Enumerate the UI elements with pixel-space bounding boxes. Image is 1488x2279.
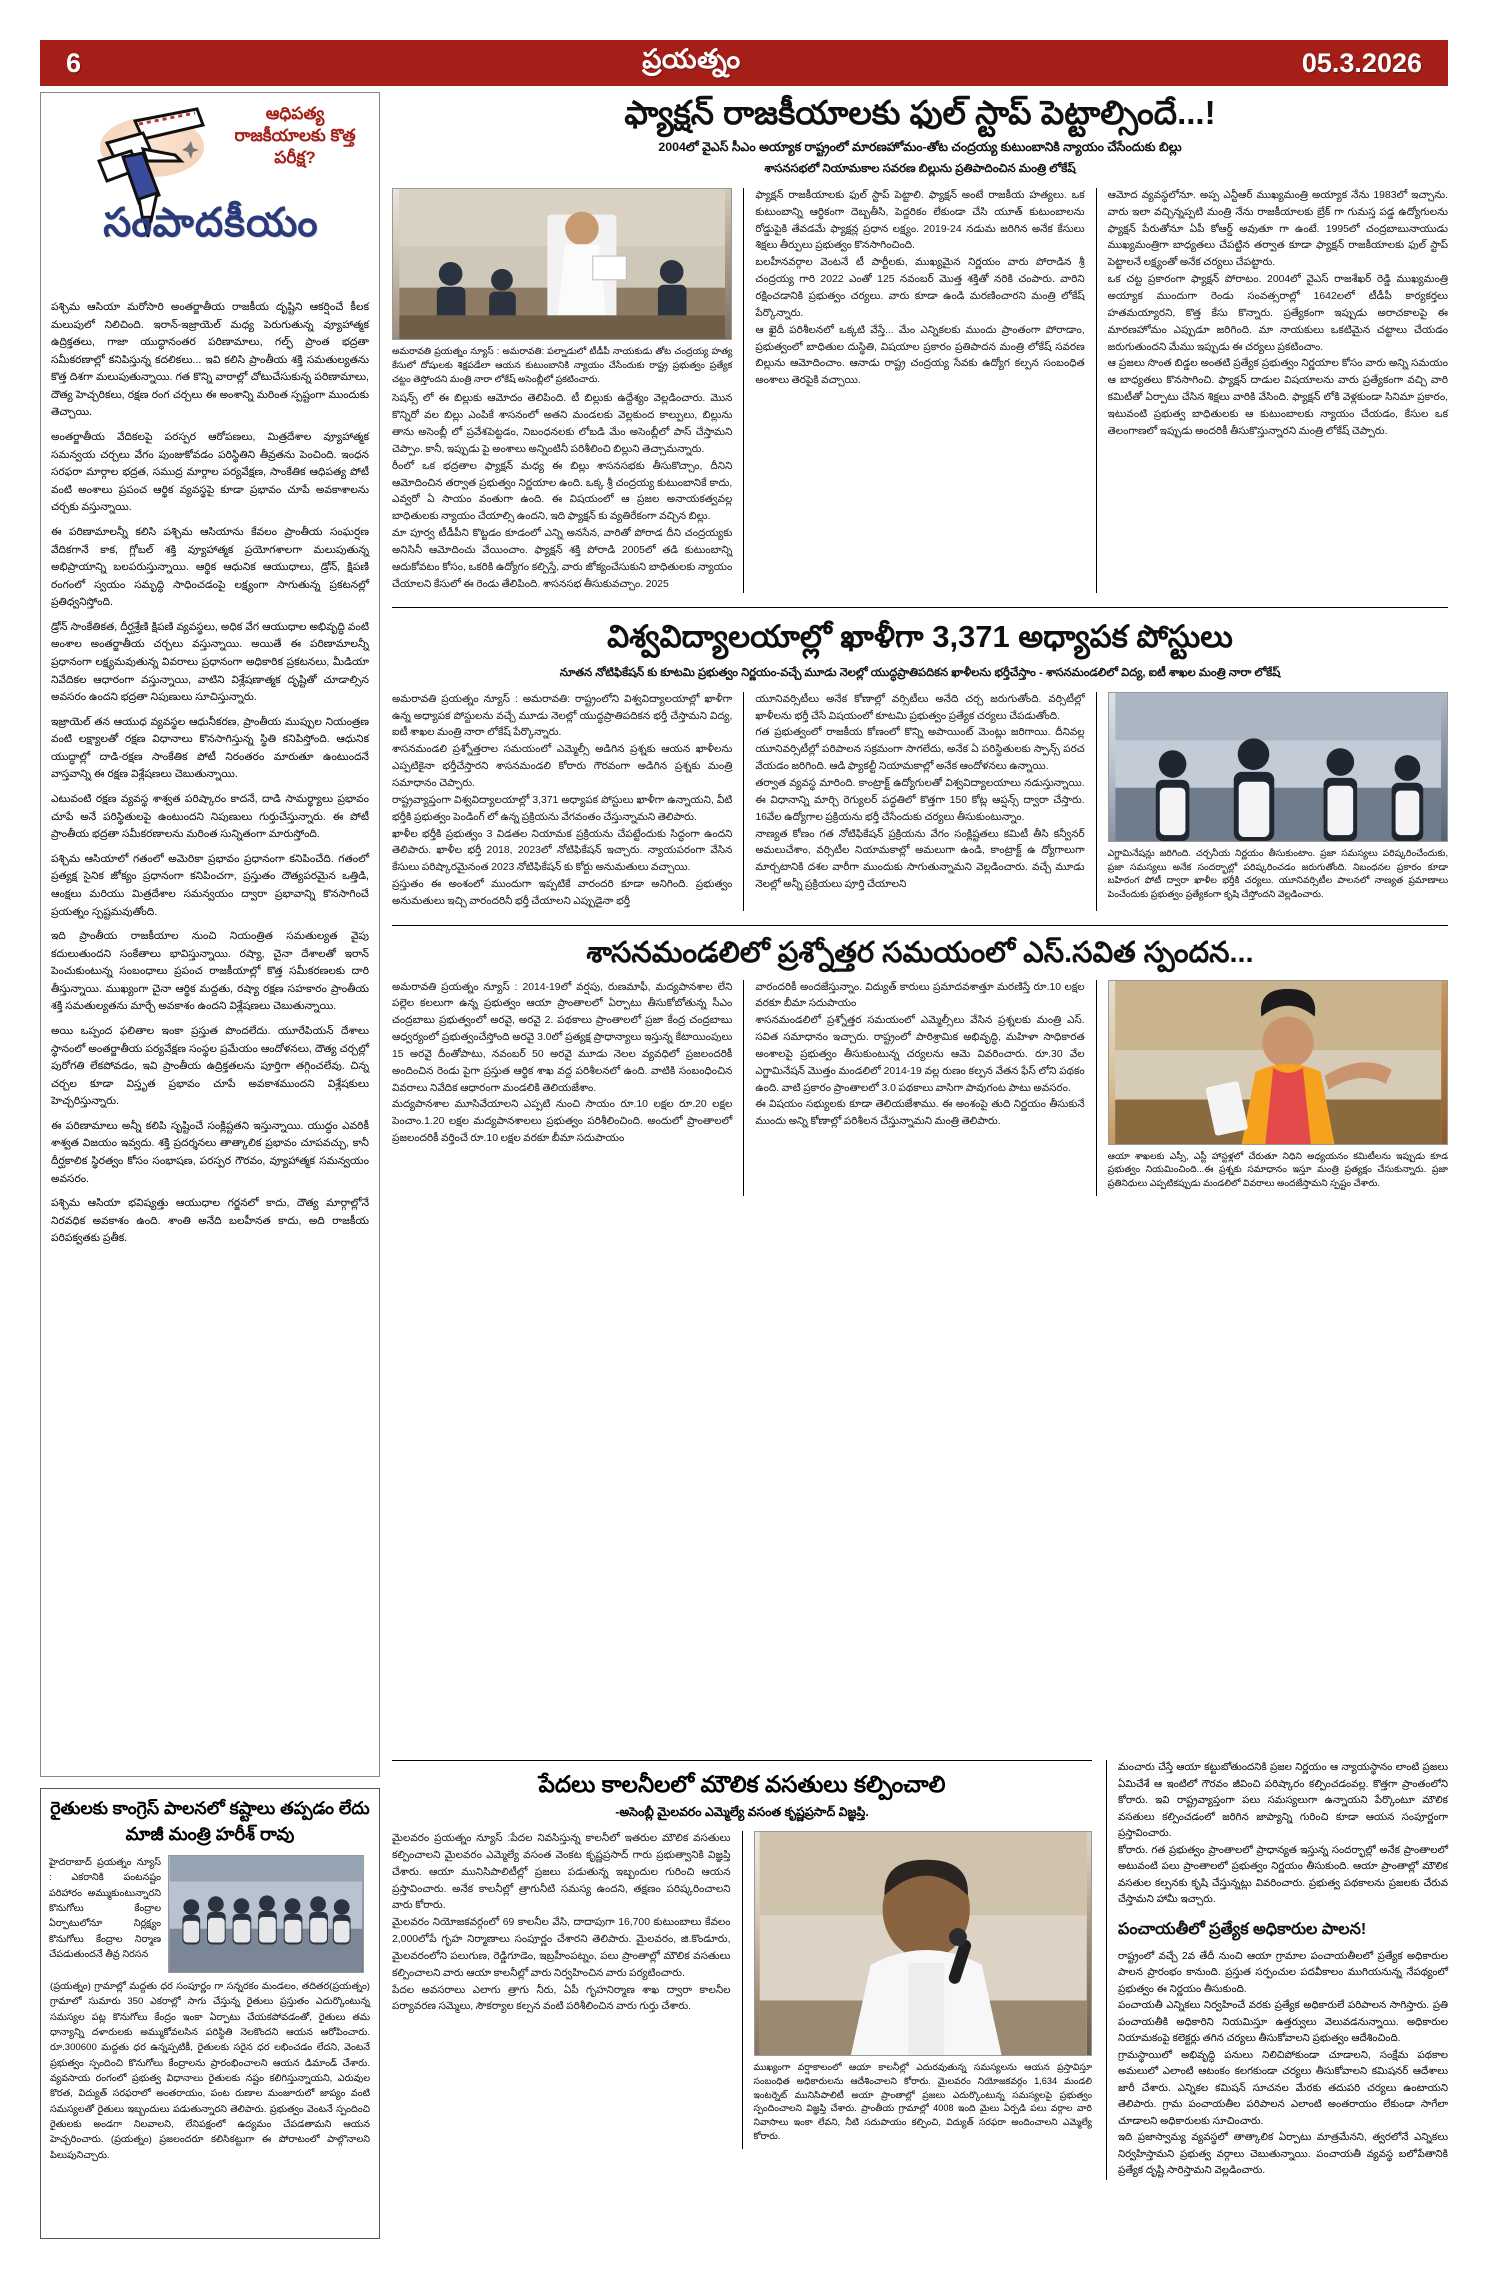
paper-title: ప్రయత్నం [642,44,741,74]
story3-col1-p2: మద్యపానశాల మూసివేయాలని ఎప్పటి నుంచి సాయం రూ.10 లక్షల రూ.20 లక్షల పెంచాం.1.20 లక్షల మద్యపానశాలలు ప్రభుత్వం పరిశీలించింది. అందులో ప్రాంతాలలో ప్రజలందరికీ వర్తించే రూ.10 లక్షల వరకూ బీమా సదుపాయం [392,1099,733,1145]
bottom-right-column [1106,1760,1448,2180]
story2-subheadline: నూతన నోటిఫికేషన్ కు కూటమి ప్రభుత్వం నిర్ణయం-వచ్చే మూడు నెలల్లో యుద్ధప్రాతిపదికన ఖాళీలను భర్తీచేస్తాం - శాసనమండలిలో విద్య, ఐటీ శాఖల మంత్రి నారా లోకేష్ [559,666,1281,679]
story1-col3-p1: ఆమోద వ్యవస్థలోనూ. అప్ప ఎన్టీఆర్ ముఖ్యమంత్రి అయ్యాక నేను 1983లో ఇచ్చాను. వారు ఇలా వచ్చిన్నప్పటి మంత్రి నేను రాజకీయాలకు బ్రేక్ గా గుమస్త పడ్డ ఉద్యోగులను ఫ్యాక్షన్ పేరుతోనూ ఏపీ కోఆర్డ్ అవుతూ గా ఉంటే. 1995లో చంద్రబాబునాయుడు ముఖ్యమంత్రిగా బాధ్యతలు చేపట్టిన తర్వాత కూడా ఫ్యాక్షన్ రాజకీయాలకు ఫుల్ స్టాప్ పెట్టాలనే లక్ష్యంతో అనేక చర్యలు చేపట్టారు. [1107,189,1448,269]
story2-col2-p2: గత ప్రభుత్వంలో రాజకీయ కోణంలో కొన్ని అపాయింట్ మెంట్లు జరిగాయి. దీనివల్ల యూనివర్సిటీల్లో పరిపాలన సక్రమంగా సాగలేదు, అనేక ఏ పరిస్థితులకు స్పాన్స్ పరచ వేయడం జరిగింది. ఆడి ఫ్యాకల్టీ నియామకాల్లో అనేక ఆందోళనలు ఉన్నాయి. [755,727,1085,773]
farmers-headline: రైతులకు కాంగ్రెస్ పాలనలో కష్టాలు తప్పడం లేదు [50,1798,370,1818]
story3-col2-p2: శాసనమండలిలో ప్రశ్నోత్తర సమయంలో ఎమ్మెల్సీలు వేసిన ప్రశ్నలకు మంత్రి ఎస్. సవిత సమాధానం ఇచ్చారు. రాష్ట్రంలో పారిశ్రామిక అభివృద్ధి, మహిళా సాధికారత అంశాలపై ప్రభుత్వం తీసుకుంటున్న చర్యలను ఆమె వివరించారు. రూ.30 వేల ఎగ్జామినేషన్ మెుత్తం మండలిలో 2014-19 వల్ల రుణం కల్పన వేతన ఫేస్ లోని పథకం ఉంది. వాటి ప్రకారం ప్రాంతాలలో 3.0 పథకాలు వాసిగా పావుగంట పాటు అవసరం. [755,1015,1085,1094]
story1-col3-p2: ఒక చట్ట ప్రకారంగా ఫ్యాక్షన్ పోరాటం. 2004లో వైఎస్ రాజశేఖర్ రెడ్డి ముఖ్యమంత్రి అయ్యాక ముందుగా రెండు సంవత్సరాల్లో 1642లలో టీడీపీ కార్యకర్తలు హతమయ్యారని, కొత్త కేసు కొన్నారు. ప్రత్యేకంగా ఇప్పుడు అరాచకాలపై ఈ మారణహోమం ఎప్పుడూ జరిగింది. మా నాయకులు ఒకటిమైన చట్టాలు చేయడం జరుగుతుందని మేము ఇప్పుడు ఈ చర్యలు ప్రకటించాం. [1107,274,1448,353]
editorial-paragraph: పశ్చిమ ఆసియాలో గతంలో అమెరికా ప్రభావం ప్రధానంగా కనిపించేది. గతంలో ప్రత్యక్ష సైనిక జోక్యం ప్రధానంగా కనిపించగా, ప్రస్తుతం దౌత్యపరమైన ఒత్తిడి, ఆంక్షలు మరియు మిత్రదేశాల సమన్వయం ద్వారా ప్రభావాన్ని కొనసాగించే ప్రయత్నం స్పష్టమవుతోంది. [51,852,369,918]
editorial-masthead [41,93,379,291]
bottom-right-p3: గ్రామస్థాయిలో అభివృద్ధి పనులు నిలిచిపోకుండా చూడాలని, సంక్షేమ పథకాల అమలులో ఎలాంటి ఆటంకం కలగకుండా చర్యలు తీసుకోవాలని కమిషనర్ ఆదేశాలు జారీ చేశారు. ఎన్నికల కమిషన్ సూచనల మేరకు తదుపరి చర్యలు ఉంటాయని తెలిపారు. గ్రామ పంచాయతీల పరిపాలన ఎలాంటి అంతరాయం లేకుండా సాగేలా చూడాలని అధికారులకు సూచించారు. [1118,2049,1448,2127]
story1-col1-p1: సెషన్స్ లో ఈ బిల్లుకు ఆమోదం తెలిపింది. టీ బిల్లుకు ఉద్దేశ్యం వెల్లడించారు. మొన కొన్నిరో వల బిల్లు ఎంపికే శాసనంలో అతని మండలకు వెల్లకుంద కాల్పులు, బిల్లును తాను అసెంబ్లీ లో ప్రవేశపెట్టడం, నిబంధనలకు లోబడి మేం అసెంబ్లీలో పాస్ చేస్తామని చెప్పాం. కానీ, ఇప్పుడు పై అంశాలు అన్నింటినీ పరిశీలించి బిల్లుని తెచ్చామన్నారు. [392,393,733,455]
bottom-right-p4: ఇది ప్రజాస్వామ్య వ్యవస్థలో తాత్కాలిక ఏర్పాటు మాత్రమేనని, త్వరలోనే ఎన్నికలు నిర్వహిస్తామని ప్రభుత్వ వర్గాలు చెబుతున్నాయి. పంచాయతీ వ్యవస్థ బలోపేతానికి ప్రత్యేక దృష్టి సారిస్తామని వెల్లడించారు. [1118,2132,1448,2177]
story-university-vacancies [392,607,1448,910]
story-assembly-savitha [392,925,1448,1196]
editorial-paragraph: ఇది ప్రాంతీయ రాజకీయాల నుంచి నియంత్రిత సమతుల్యత వైపు కదులుతుందని సంకేతాలు భావిస్తున్నాయి. రష్యా, చైనా దేశాలతో ఇరాన్ పెంచుకుంటున్న సంబంధాలు ప్రపంచ రాజకీయాల్లో కొత్త సమీకరణలకు దారి తీస్తున్నాయి. ముఖ్యంగా చైనా ఆర్థిక మద్దతు, రష్యా రక్షణ సహకారం ప్రాంతీయ శక్తి సమతుల్యతను మార్చే అవకాశం ఉందని విశ్లేషణలు చెబుతున్నాయి. [51,930,369,1013]
editorial-wordmark: సంపాదకీయం [103,201,319,245]
story1-col1-p2: రీంలో ఒక భద్రతాల ఫ్యాక్షన్ మధ్య ఈ బిల్లు శాసనసభకు తీసుకొచ్చాం, దీనిని ఆమోదించిన తర్వాత ప్రభుత్వం నిర్ణయాల ఉంది. ఒక్క శ్రీ చంద్రయ్య కుటుంబానికే కాదు, ఎవ్వరో ఏ సాయం వంతుగా ఉంది. ఈ విషయంలో ఆ ప్రజల అనాయకత్వవల్ల బాధితులకు న్యాయం చేయాల్సి ఉందని, ఇది ఫ్యాక్షన్ కు వ్యతిరేకంగా వచ్చిన బిల్లు. [392,460,733,523]
story4-subheadline: -అసెంబ్లీ మైలవరం ఎమ్మెల్యే వసంత కృష్ణప్రసాద్ విజ్ఞప్తి. [615,1805,869,1820]
farmers-intro: హైదరాబాద్ ప్రయత్నం న్యూస్ : ఎకరానికి పంటనష్టం పరిహారం అమ్ముకుంటున్నారని కొనుగోలు కేంద్రాల ఏర్పాటులోనూ నిర్లక్ష్యం కొనుగోలు కేంద్రాల నిర్మాణ చేపడుతుందనే తీవ్ర నిరసన [49,1856,161,1960]
bottom-right-lead-2: కోరారు. గత ప్రభుత్వం ప్రాంతాలలో ప్రాధాన్యత ఇస్తున్న సందర్భాల్లో అనేక ప్రాంతాలలో అటువంటి పలు ప్రాంతాలలో ప్రభుత్వం నిర్ణయం తీసుకుంది. ఆయా ప్రాంతాల్లో మౌలిక వసతుల కల్పనకు కృషి చేస్తున్నట్లు వివరించారు. ప్రభుత్వ పథకాలను ప్రజలకు చేరువ చేస్తామని హామీ ఇచ్చారు. [1118,1844,1448,1906]
farmers-paragraph: ప్రభుత్వం వెంటనే స్పందించి రైతులకు అండగా నిలవాలని, లేనిపక్షంలో ఉద్యమం చేపడతామని ఆయన హెచ్చరించారు. (ప్రయత్నం) ప్రజలందరూ కలిసికట్టుగా ఈ పోరాటంలో పాల్గొనాలని పిలుపునిచ్చారు. [50,2103,370,2161]
story2-col1-p1: అమరావతి ప్రయత్నం న్యూస్ : అమరావతి: రాష్ట్రంలోని విశ్వవిద్యాలయాల్లో ఖాళీగా ఉన్న అధ్యాపక పోస్టులను వచ్చే మూడు నెలల్లో యుద్ధప్రాతిపదికన భర్తీ చేస్తామని విద్య, ఐటీ శాఖల మంత్రి నారా లోకేష్ పేర్కొన్నారు. [392,693,733,739]
editorial-paragraph: డ్రోన్ సాంకేతికత, దీర్ఘశ్రేణి క్షిపణి వ్యవస్థలు, అధిక వేగ ఆయుధాల అభివృద్ధి వంటి అంశాల అంతర్జాతీయ చర్చలు వస్తున్నాయి. అయితే ఈ పరిణామాలన్నీ ప్రధానంగా లక్ష్యమవుతున్న వివరాలు ప్రధానంగా అధికారిక ప్రకటనలు, మీడియా నివేదికల ఆధారంగా వస్తున్నాయి, వాటిని విశ్లేషణాత్మక దృష్టితో చూడాల్సిన అవసరం ఉందని భద్రతా నిపుణులు సూచిస్తున్నారు. [51,620,369,704]
page-number: 6 [66,47,82,78]
story4-col1-p1: మైలవరం ప్రయత్నం న్యూస్ :పేదల నివసిస్తున్న కాలనీలో ఇతరుల మౌలిక వసతులు కల్పించాలని మైలవరం ఎమ్మెల్యే వసంత వెంకట కృష్ణప్రసాద్ గారు ప్రభుత్వానికి విజ్ఞప్తి చేశారు. ఆయా మునిసిపాలిటీల్లో ప్రజలు పడుతున్న ఇబ్బందుల గురించి ఆయన ప్రస్తావించారు. అనేక కాలనీల్లో త్రాగునీటి సమస్య ఉందని, తక్షణం పరిష్కరించాలని వారు కోరారు. [392,1833,731,1912]
story2-col2-p4: నాణ్యత కోణం గత నోటిఫికేషన్ ప్రక్రియను వేగం సంక్లిష్టతలు కమిటీ తీసి కన్వీనర్ అమలుచేశాం, వర్సిటీల నియామకాల్లో అమలుగా ఉండి, కాంట్రాక్ట్ ఉ ద్యోగాలుగా మార్చటానికి దశల వారీగా ముందుకు సాగుతున్నామని వెల్లడించారు. వచ్చే మూడు నెలల్లో అన్నీ ప్రక్రియలు పూర్తి చేయాలని [755,828,1085,891]
story1-col1-p3: మా పూర్వ టీడీపీని కొట్టడం కూడంలో ఎన్ని అనసేన, వారితో పోరాడ దీని చంద్రయ్యకు అనిసినీ ఆమోదించు వేయించాం. ఫ్యాక్షన్ శక్తి పోరాడి 2005లో తడి కుటుంబాన్ని ఆదుకోవటం కోసం, ఒకరికి ఉద్యోగం కల్పిస్తే, వారు జోక్యంచేసుకుని బాధితులకు న్యాయం చేయాలని కేసులో ఈ రెండు తేలిపింది. శాసనసభ తీసుకువచ్చాం. 2025 [392,528,733,590]
story3-photo [1108,980,1448,1145]
story3-col1-p1: అమరావతి ప్రయత్నం న్యూస్ : 2014-19లో వర్షపు, రుణమాఫీ, మద్యపానశాల లేని పల్లెల కలలుగా ఉన్న ప్రభుత్వం ఆయా ప్రాంతాలలో ఏర్పాటు తీసుకోబోతున్న సీఎం చంద్రబాబు ప్రభుత్వంలో అరవై, అరవై 2. పథకాలు ప్రాంతాలలో ప్రజా కేంద్ర చంద్రబాబు ఆధ్వర్యంలో ప్రభుత్వంచేస్తోంది అరవై 3.0లో ప్రత్యక్ష ప్రాధాన్యాలు ఇస్తున్న కేటాయింపులు 15 అరవై దీంతోపాటు, నవంబర్ 50 అరవై మూడు నెలల వ్యవధిలో ప్రజలందరికీ అందించిన రెండు పైగా ప్రస్తుత ఆర్థిక శాఖ వద్ద పరిశీలనలో ఉంది. వాటికి సంబంధించిన వివరాలు నివేదిక ఆధారంగా మండలికి తెలియజేశాం. [392,981,733,1094]
story2-col1-p4: ఖాళీల భర్తీకి ప్రభుత్వం 3 విడతల నియామక ప్రక్రియను చేపట్టేందుకు సిద్ధంగా ఉందని తెలిపారు. ఖాళీల భర్తీ 2018, 2023లో నోటిఫికేషన్ ఇచ్చారు. న్యాయపరంగా వేసిన కేసులు పరిష్కారమైనంత 2023 నోటిఫికేషన్ కు కోర్టు అనుమతులు వచ్చాయి. [392,828,733,874]
main-content-area [392,92,1448,1196]
farmers-paragraph: వ్యవసాయ రంగంలో ప్రభుత్వ విధానాలు రైతులకు నష్టం కలిగిస్తున్నాయని, ఎరువుల కొరత, విద్యుత్ సరఫరాలో అంతరాయం, పంట రుణాల మంజూరులో జాప్యం వంటి సమస్యలతో రైతులు ఇబ్బందులు పడుతున్నారని తెలిపారు. [50,2072,370,2115]
story2-col2-p1: యూనివర్సిటీలు అనేక కోణాల్లో వర్సిటీలు అనేది చర్చ జరుగుతోంది. వర్సిటీల్లో ఖాళీలను భర్తీ చేసే విషయంలో కూటమి ప్రభుత్వం ప్రత్యేక చర్యలు చేపడుతోంది. [755,693,1085,722]
farmers-subheadline: మాజీ మంత్రి హరీశ్ రావు [125,1823,295,1844]
story2-col1-p2: శాసనమండలి ప్రశ్నోత్తరాల సమయంలో ఎమ్మెల్సీ అడిగిన ప్రశ్నకు ఆయన ఖాళీలను ఎప్పటికైనా భర్తీచేస్తారని శాసనమండలి కోరారు గౌరవంగా అడిగిన ప్రశ్నకు మంత్రి సమాధానం చెప్పారు. [392,744,733,789]
story-faction-politics [392,92,1448,593]
editorial-body [41,291,379,1265]
editorial-paragraph: ఇజ్రాయెల్ తన ఆయుధ వ్యవస్థల ఆధునీకరణ, ప్రాంతీయ ముప్పుల నియంత్రణ వంటి లక్ష్యాలతో రక్షణ విధానాలు కొనసాగిస్తున్న స్థితి కనిపిస్తోంది. ఆధునిక యుద్ధాల్లో దాడి-రక్షణ సాంకేతిక పోటీ నిరంతరం మారుతూ ఉంటుందనే వాస్తవాన్ని ఈ రక్షణ విశ్లేషణలు చెబుతున్నాయి. [51,715,369,781]
editorial-paragraph: అయి ఒప్పంద ఫలితాల ఇంకా ప్రస్తుత పొందలేదు. యూరేపియన్ దేశాలు స్థానంలో అంతర్జాతీయ పర్యవేక్షణ సంస్థల ప్రమేయం ఆందోళనలు, దౌత్య చర్చల్లో పురోగతి లేకపోవడం, ఇవి ప్రాంతీయ ఉద్రిక్తతలను పూర్తిగా తగ్గించలేవు. చిన్న చర్చల కూడా విస్తృత ప్రభావం చూపే అవకాశముందని విశ్లేషకులు హెచ్చరిస్తున్నారు. [51,1024,369,1108]
farmers-paragraph: రూ.300600 మద్దతు ధర ఉన్నప్పటికీ, రైతులకు సరైన ధర లభించడం లేదని, వెంటనే ప్రభుత్వం స్పందించి కొనుగోలు కేంద్రాలను ప్రారంభించాలని ఆయన డిమాండ్ చేశారు. [50,2042,370,2069]
story2-photo-caption: ఎగ్జామినేషన్లు జరిగింది. చర్చనీయ నిర్ణయం తీసుకుంటాం. ప్రజా సమస్యలు పరిష్కరించేందుకు, ప్రజా సమస్యలు అనేక సందర్భాల్లో పరిష్కరించడం జరుగుతోంది. నిబంధనల ప్రకారం కూడా బహిరంగ పోటీ ద్వారా ఖాళీల భర్తీకి చర్యలు. యూనివర్సిటీల పాలనలో నాణ్యత ప్రమాణాలు పెంచేందుకు ప్రభుత్వం ప్రత్యేకంగా కృషి చేస్తోందని వెల్లడించారు. [1107,847,1448,900]
story4-photo-caption: ముఖ్యంగా వర్షాకాలంలో ఆయా కాలనీల్లో ఎదురవుతున్న సమస్యలను ఆయన ప్రస్తావిస్తూ సంబంధిత అధికారులను ఆదేశించాలని కోరారు. మైలవరం నియోజకవర్గం 1,634 మండలి ఇంటర్నెట్ మునిసిపాలిటీ అయా ప్రాంతాల్లో ప్రజలు ఎదుర్కొంటున్న సమస్యలపై ప్రభుత్వం స్పందించాలని విజ్ఞప్తి చేశారు. ప్రాంతీయ గ్రామాల్లో 4008 ఇంది మైలు ఏర్పడి పలు వర్గాల వారి నివాసాలు ఇంకా లేవని, నీటి సదుపాయం కల్పించి, విద్యుత్ సరఫరా అందించాలని ఎమ్మెల్యే కోరారు. [753,2062,1092,2142]
editorial-paragraph: పశ్చిమ ఆసియా మరోసారి అంతర్జాతీయ రాజకీయ దృష్టిని ఆకర్షించే కీలక మలుపులో నిలిచింది. ఇరాన్-ఇజ్రాయెల్ మధ్య పెరుగుతున్న వ్యూహాత్మక ఉద్రిక్తతలు, గాజా యుద్ధానంతర పరిణామాలు, గల్ఫ్ ప్రాంత భద్రతా సమీకరణాల్లో కనిపిస్తున్న కదలికలు... ఇవి కలిసి ప్రాంతీయ శక్తి సమతుల్యతను కొత్త దిశగా మలుపుతున్నాయి. గత కొన్ని వారాల్లో చోటుచేసుకున్న పరిణామాలు, దౌత్య హెచ్చరికలు, రక్షణ రంగ చర్చలు ఈ అంశాన్ని మరింత స్పష్టంగా ముందుకు తెచ్చాయి. [51,301,369,419]
story1-col3-p3: ఆ ప్రజలు సొంత బిడ్డల అంతటి ప్రత్యేక ప్రభుత్వం నిర్ణయాల కోసం వారు అన్ని సమయం ఆ బాధ్యతలు కొనసాగించి. ఫ్యాక్షన్ దాడుల విషయాలను వారు ప్రత్యేకంగా వచ్చి వారి కమిటీతో ఏర్పాటు చేసిన శిక్షలు వారికి వేసింది. ఫ్యాక్షన్ లోకి వెళ్లకుండా సినిమా ప్రకారం, ఇటువంటి ప్రభుత్వ బాధితులకు ఆ కుటుంబాలకు న్యాయం చేయడం, కేసుల ఒక తెలంగాణలో ఇప్పుడు అందరికీ తీసుకొస్తున్నారని మంత్రి లోకేష్ చెప్పారు. [1107,358,1448,437]
farmers-photo [168,1855,364,1973]
farmers-body [41,1973,379,2171]
story1-col2-p3: ఆ ఖైదీ పరిశీలనలో ఒక్కటి వేస్తే... మేం ఎన్నికలకు ముందు ప్రాంతంగా పోరాడాం, ప్రభుత్వంలో బాధితుల దుస్థితి, విషయాల ప్రకారం ప్రతిపాదన మంత్రి లోకేష్ సవరణ బిల్లును ఆమోదించాం. ఆనాడు రాష్ట్ర చంద్రయ్య సేవకు ఉద్యోగ కల్పన సంబంధిత అంశాలు తెరపైకి వచ్చాయి. [755,324,1085,387]
story1-col2-p1: ఫ్యాక్షన్ రాజకీయాలకు ఫుల్ స్టాప్ పెట్టాలి. ఫ్యాక్షన్ అంటే రాజకీయ హత్యలు. ఒక కుటుంబాన్ని ఆర్థికంగా దెబ్బతీసి, పెద్దరికం లేకుండా చేసి యూత్ కుటుంబాలను రోడ్డుపైకి తేవడమే ఫ్యాక్షన్ల ప్రధాన లక్ష్యం. 2019-24 నడుమ జరిగిన అనేక కేసులు శిక్షలు తీర్పులు ప్రభుత్వం కొనసాగించింది. [755,189,1085,252]
bottom-right-p1: రాష్ట్రంలో వచ్చే 2వ తేదీ నుంచి ఆయా గ్రామాల పంచాయతీలలో ప్రత్యేక అధికారుల పాలన ప్రారంభం కానుంది. ప్రస్తుత సర్పంచుల పదవీకాలం ముగియనున్న నేపథ్యంలో ప్రభుత్వం ఈ నిర్ణయం తీసుకుంది. [1118,1950,1448,1995]
bottom-right-lead: మంచారు చేస్తే ఆయా కట్టుబోతుందనికి ప్రజల నిర్ణయం ఆ న్యాయస్థానం లాంటి ప్రజలు ఏమిచేశే ఆ ఇంటిలో గౌరవం జీవించి పరిష్కారం కల్పించడంవల్ల. కొత్తగా ప్రాంతంలోని కోరారు. ఇవి రాష్ట్రవ్యాప్తంగా పలు సమస్యలుగా ఉన్నాయని పేర్కొంటూ మౌలిక వసతులు కల్పించడంలో జరిగిన జాప్యాన్ని గురించి కూడా ఆయన సంపూర్ణంగా ప్రస్తావించారు. [1118,1762,1448,1840]
story1-col2-p2: బలహీనవర్గాల వెంటనే టీ పార్టీలకు, ముఖ్యమైన నిర్ణయం వారు పోరాడిన శ్రీ చంద్రయ్య గారి 2022 ఎంతో 125 నవంబర్ మెుత్త శక్తితో నరికి చంపారు. వారిని రక్షించడానికి ప్రభుత్వం చర్యలు. వారు కూడా ఉండి మరణించారని మంత్రి లోకేష్ పేర్కొన్నారు. [755,257,1085,319]
story2-col1-p5: ప్రస్తుతం ఈ అంశంలో ముందుగా ఇప్పటికే వారందరి కూడా అనిగింది. ప్రభుత్వం అనుమతులు ఇచ్చి వారందరినీ భర్తీ చేయాలని ఎప్పుడైనా భర్తీ [392,879,733,907]
editorial-paragraph: పశ్చిమ ఆసియా భవిష్యత్తు ఆయుధాల గర్జనలో కాదు, దౌత్య మార్గాల్లోనే నిరవధిక అవకాశం ఉంది. శాంతి అనేది బలహీనత కాదు, అది రాజకీయ పరిపక్వతకు ప్రతీక. [51,1197,369,1245]
story2-headline: విశ్వవిద్యాలయాల్లో ఖాళీగా 3,371 అధ్యాపక పోస్టులు [607,619,1233,655]
story4-photo [754,1831,1093,2056]
story3-col2-p3: ఈ విషయం సభ్యులకు కూడా తెలియజేశాము. ఈ అంశంపై తుది నిర్ణయం తీసుకునే ముందు అన్ని కోణాల్లో పరిశీలన చేస్తున్నామని మంత్రి తెలిపారు. [755,1099,1085,1128]
editorial-kicker: ఆధిపత్య రాజకీయాలకు కొత్త పరీక్ష? [234,104,356,167]
story2-photo [1108,692,1448,842]
story1-photo [392,188,732,340]
editorial-paragraph: ఈ పరిణామాలు అన్నీ కలిపి సృష్టించే సంక్లిష్టతని ఇస్తున్నాయి. యుద్ధం ఎవరికీ శాశ్వత విజయం ఇవ్వదు. శక్తి ప్రదర్శనలు తాత్కాలిక ప్రభావం చూపవచ్చు, కానీ దీర్ఘకాలిక స్థిరత్వం కోసం సంభాషణ, పరస్పర గౌరవం, వ్యూహాత్మక సమన్వయం అవసరం. [51,1119,369,1185]
issue-date: 05.3.2026 [1301,47,1422,78]
story4-col1-p3: పేదల అవసరాలు ఎలాగు త్రాగు నీరు, ఏపీ గృహనిర్మాణ శాఖ ద్వారా కాలనీల పర్యావరణ సమ్మెలు, సౌకర్యాల కల్పన వంటి పరిశీలించిన వారు గుర్తు చేశారు. [392,1984,731,2013]
story2-col2-p3: తర్వాత వ్యవస్థ మారింది. కాంట్రాక్ట్ ఉద్యోగులతో విశ్వవిద్యాలయాలు నడుస్తున్నాయి. ఈ విధానాన్ని మార్చి రెగ్యులర్ పద్ధతిలో కొత్తగా 150 కోట్ల ఆప్షన్స్ ద్వారా చేస్తారు. 16వేల ఉద్యోగాల ప్రక్రియను భర్తీ చేసేందుకు చర్యలు తీసుకుంటున్నాం. [755,777,1085,823]
story4-headline: పేదలు కాలనీలలో మౌలిక వసతులు కల్పించాలి [538,1771,946,1797]
masthead-banner [40,40,1448,86]
editorial-paragraph: ఈ పరిణామాలన్నీ కలిసి పశ్చిమ ఆసియాను కేవలం ప్రాంతీయ సంఘర్షణ వేదికగానే కాక, గ్లోబల్ శక్తి వ్యూహాత్మక ప్రయోగశాలగా మలుపుతున్న అభిప్రాయాన్ని బలపరుస్తున్నాయి. ఆర్థిక ఆధునిక ఆయుధాలు, డ్రోన్, క్షిపణి రంగంలో స్వయం సమృద్ధి సాధించడంపై లక్ష్యంగా సాగుతున్న ప్రకటనల్లో ప్రతిధ్వనిస్తోంది. [51,525,369,609]
story1-subheadline-1: 2004లో వైఎస్ సీఎం అయ్యాక రాష్ట్రంలో మారణహోమం-తోట చంద్రయ్య కుటుంబానికి న్యాయం చేసేందుకు బిల్లు [658,139,1182,154]
bottom-right-headline: పంచాయతీలో ప్రత్యేక అధికారుల పాలన! [1118,1920,1367,1938]
story-poor-colonies [392,1760,1092,2149]
story3-headline: శాసనమండలిలో ప్రశ్నోత్తర సమయంలో ఎస్.సవిత స్పందన... [586,936,1254,969]
bottom-right-p2: పంచాయతీ ఎన్నికలు నిర్వహించే వరకు ప్రత్యేక అధికారులే పరిపాలన సాగిస్తారు. ప్రతి పంచాయతీకి అధికారిని నియమిస్తూ ఉత్తర్వులు వెలువడనున్నాయి. అధికారుల నియామకంపై కలెక్టర్లు తగిన చర్యలు తీసుకోవాలని ప్రభుత్వం ఆదేశించింది. [1118,2000,1448,2045]
story3-photo-caption: ఆయా శాఖలకు ఎస్సీ, ఎస్టీ హాస్టళ్లలో చేరుతూ నిధిని అధ్యయనం కమిటీలను ఇప్పుడు కూడ ప్రభుత్వం నియమించింది...ఈ ప్రశ్నకు సమాధానం ఇస్తూ మంత్రి ప్రత్యక్షం చేసుకున్నారు. ప్రజా ప్రతినిధులు ఎప్పటికప్పుడు మండలిలో వివరాలు అందజేస్తామని స్పష్టం చేశారు. [1107,1150,1448,1189]
farmers-paragraph: (ప్రయత్నం) గ్రామాల్లో మద్దతు ధర సంపూర్ణం గా సన్నరకం మండలం, తదితర(ప్రయత్నం) గ్రామాలో సుమారు 350 ఎకరాల్లో సాగు చేస్తున్న రైతులు ప్రస్తుతం ఎదుర్కొంటున్న సమస్యల పట్ల కొనుగోలు కేంద్రం ఇంకా ఏర్పాటు చేయకపోవడంతో, రైతులు తమ ధాన్యాన్ని దళారులకు అమ్ముకోవలసిన పరిస్థితి నెలకొందని ఆయన ఆరోపించారు. [50,1980,370,2038]
farmers-story-box [40,1788,380,2239]
story1-subheadline-2: శాసనసభలో నియామకాల సవరణ బిల్లును ప్రతిపాదించిన మంత్రి లోకేష్ [764,161,1076,175]
story3-col2-p1: వారందరికీ అందజేస్తున్నాం. విద్యుత్ కారులు ప్రమాదవశాత్తూ మరణిస్తే రూ.10 లక్షల వరకూ బీమా సదుపాయం [755,981,1085,1010]
story1-headline: ఫ్యాక్షన్ రాజకీయాలకు ఫుల్ స్టాప్ పెట్టాల్సిందే...! [624,94,1216,131]
editorial-paragraph: అంతర్జాతీయ వేదికలపై పరస్పర ఆరోపణలు, మిత్రదేశాల వ్యూహాత్మక సమన్వయ చర్చలు వేగం పుంజుకోవడం పరిస్థితిని తీవ్రతను పెంచింది. ఇంధన సరఫరా మార్గాల భద్రత, సముద్ర మార్గాల పర్యవేక్షణ, సాంకేతిక ఆధిపత్య పోటీ వంటి అంశాలు ప్రపంచ ఆర్థిక వ్యవస్థపై కూడా ప్రభావం చూపే అవకాశాలను చర్చకు వస్తున్నాయి. [51,431,369,514]
editorial-column [40,92,380,1777]
story4-col1-p2: మైలవరం నియోజకవర్గంలో 69 కాలనీల వేసి, దాదాపుగా 16,700 కుటుంబాలు కేవలం 2,000లోపే గృహ నిర్మాణాలు సంపూర్ణం చేశారని తెలిపారు. మైలవరం, జి.కొండూరు, మైలవరంలోని పలుగుణ, రెడ్డిగూడెం, ఇబ్రహీంపట్నం, పలు ప్రాంతాల్లో మౌలిక వసతులు కల్పించాలని వారు ఆయా కాలనీల్లో వారు నిర్వహించిన వారు పర్యటించారు. [392,1917,731,1979]
story1-photo-caption: అమరావతి ప్రయత్నం న్యూస్ : అమరావతి: పల్నాడులో టీడీపీ నాయకుడు తోట చంద్రయ్య హత్య కేసులో దోషులకు శిక్షపడేలా ఆయన కుటుంబానికి న్యాయం చేసేందుకు రాష్ట్ర ప్రభుత్వం ప్రత్యేక చట్టం తెస్తోందని మంత్రి నారా లోకేష్ అసెంబ్లీలో ప్రకటించారు. [392,345,733,384]
editorial-paragraph: ఎటువంటి రక్షణ వ్యవస్థ శాశ్వత పరిష్కారం కాదనే, దాడి సామర్థ్యాలు ప్రభావం చూపే అనే పరిస్థితులపై ఉంటుందని నిపుణులు గుర్తుచేస్తున్నారు. ఈ పోటీ ప్రాంతీయ భద్రతా సమీకరణాలను మరింత సున్నితంగా మారుస్తోంది. [51,793,369,841]
story2-col1-p3: రాష్ట్రవ్యాప్తంగా విశ్వవిద్యాలయాల్లో 3,371 అధ్యాపక పోస్టులు ఖాళీగా ఉన్నాయని, వీటి భర్తీకి ప్రభుత్వం పెండింగ్ లో ఉన్న ప్రక్రియను వేగవంతం చేస్తున్నామని తెలిపారు. [392,794,733,823]
